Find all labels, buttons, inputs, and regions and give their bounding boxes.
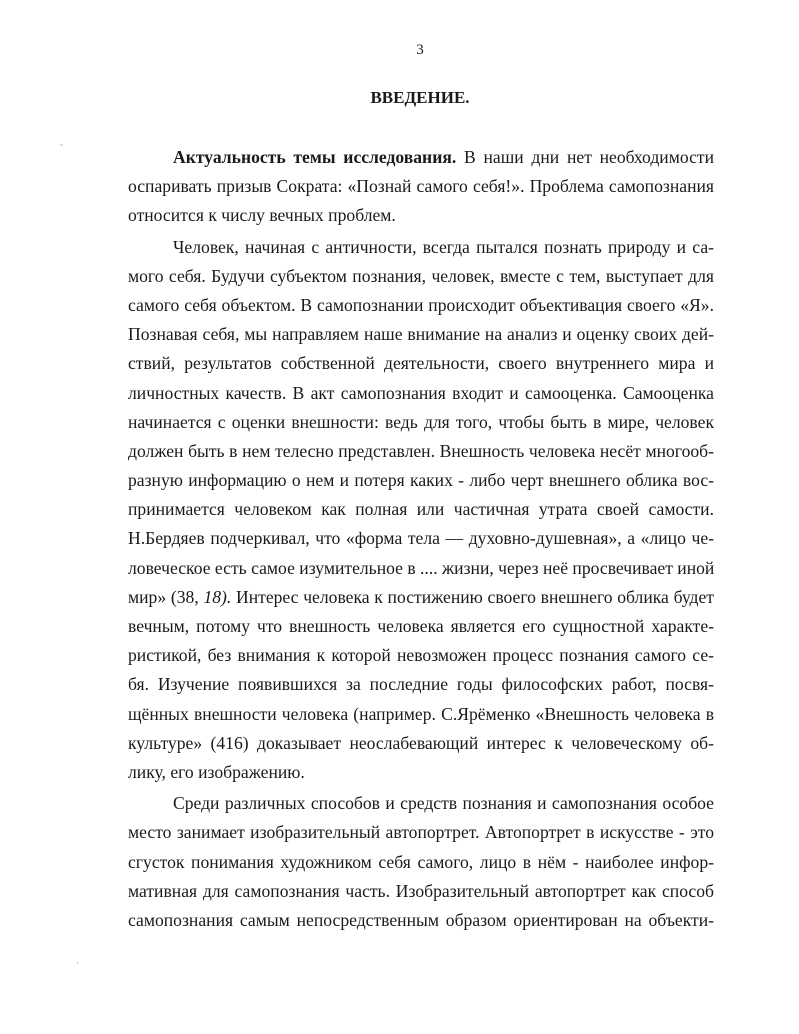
paragraph-2-line-14: вечным, потому что внешность человека является его сущностной характе- <box>128 616 714 636</box>
page-number: 3 <box>416 42 424 58</box>
scan-speck-bottom: · <box>76 958 79 968</box>
paragraph-2-line-4: Познавая себя, мы направляем наше внимание на анализ и оценку своих дей- <box>128 324 714 345</box>
page-title: ВВЕДЕНИЕ. <box>370 88 470 107</box>
paragraph-3-line-4: мативная для самопознания часть. Изобразительный автопортрет как способ <box>128 880 714 901</box>
paragraph-2 <box>128 233 714 788</box>
paragraph-2-line-2: мого себя. Будучи субъектом познания, человек, вместе с тем, выступает для <box>128 265 714 286</box>
scan-speck-top: ˜ <box>60 143 63 153</box>
paragraph-2-line-1: Человек, начиная с античности, всегда пытался познать природу и са- <box>173 236 714 257</box>
paragraph-3-line-3: сгусток понимания художником себя самого, лицо в нём - наиболее инфор- <box>128 851 714 872</box>
paragraph-2-line-15: ристикой, без внимания к которой невозможен процесс познания самого се- <box>128 645 714 666</box>
paragraph-2-line-8: должен быть в нем телесно представлен. Внешность человека несёт многооб- <box>128 440 714 461</box>
paragraph-2-line-13: мир» (38, 18). Интерес человека к постижению своего внешнего облика будет <box>128 586 714 607</box>
paragraph-2-line-17: щённых внешности человека (например. С.Ярёменко «Внешность человека в <box>128 703 714 724</box>
paragraph-1-line-3: относится к числу вечных проблем. <box>128 205 396 226</box>
paragraph-1-line-2: оспаривать призыв Сократа: «Познай самого себя!». Проблема самопознания <box>128 176 714 197</box>
paragraph-3-line-5: самопознания самым непосредственным образом ориентирован на объекти- <box>128 909 714 930</box>
paragraph-2-line-12: ловеческое есть самое изумительное в .... жизни, через неё просвечивает иной <box>128 557 715 578</box>
paragraph-2-line-5: ствий, результатов собственной деятельности, своего внутреннего мира и <box>128 353 714 374</box>
paragraph-2-line-16: бя. Изучение появившихся за последние годы философских работ, посвя- <box>128 674 714 695</box>
paragraph-2-line-19: лику, его изображению. <box>128 761 305 782</box>
lead-heading: Актуальность темы исследования. <box>173 147 457 167</box>
paragraph-2-line-11: Н.Бердяев подчеркивал, что «форма тела — духовно-душевная», а «лицо че- <box>128 528 714 549</box>
paragraph-3-line-2: место занимает изобразительный автопортрет. Автопортрет в искусстве - это <box>128 822 714 843</box>
paragraph-2-line-7: начинается с оценки внешности: ведь для того, чтобы быть в мире, человек <box>128 411 714 432</box>
paragraph-2-line-10: принимается человеком как полная или частичная утрата своей самости. <box>128 499 714 520</box>
paragraph-2-line-18: культуре» (416) доказывает неослабевающий интерес к человеческому об- <box>128 732 714 753</box>
paragraph-2-line-3: самого себя объектом. В самопознании происходит объективация своего «Я». <box>128 294 714 315</box>
paragraph-1 <box>128 143 714 231</box>
paragraph-2-line-9: разную информацию о нем и потеря каких - либо черт внешнего облика вос- <box>128 470 714 491</box>
paragraph-2-line-6: личностных качеств. В акт самопознания входит и самооценка. Самооценка <box>128 382 714 403</box>
citation-page: 18). <box>203 586 232 607</box>
paragraph-1-line-1: Актуальность темы исследования. В наши дни нет необходимости <box>173 147 714 167</box>
paragraph-3 <box>128 789 714 935</box>
document-body <box>128 143 714 935</box>
paragraph-3-line-1: Среди различных способов и средств познания и самопознания особое <box>173 793 714 814</box>
